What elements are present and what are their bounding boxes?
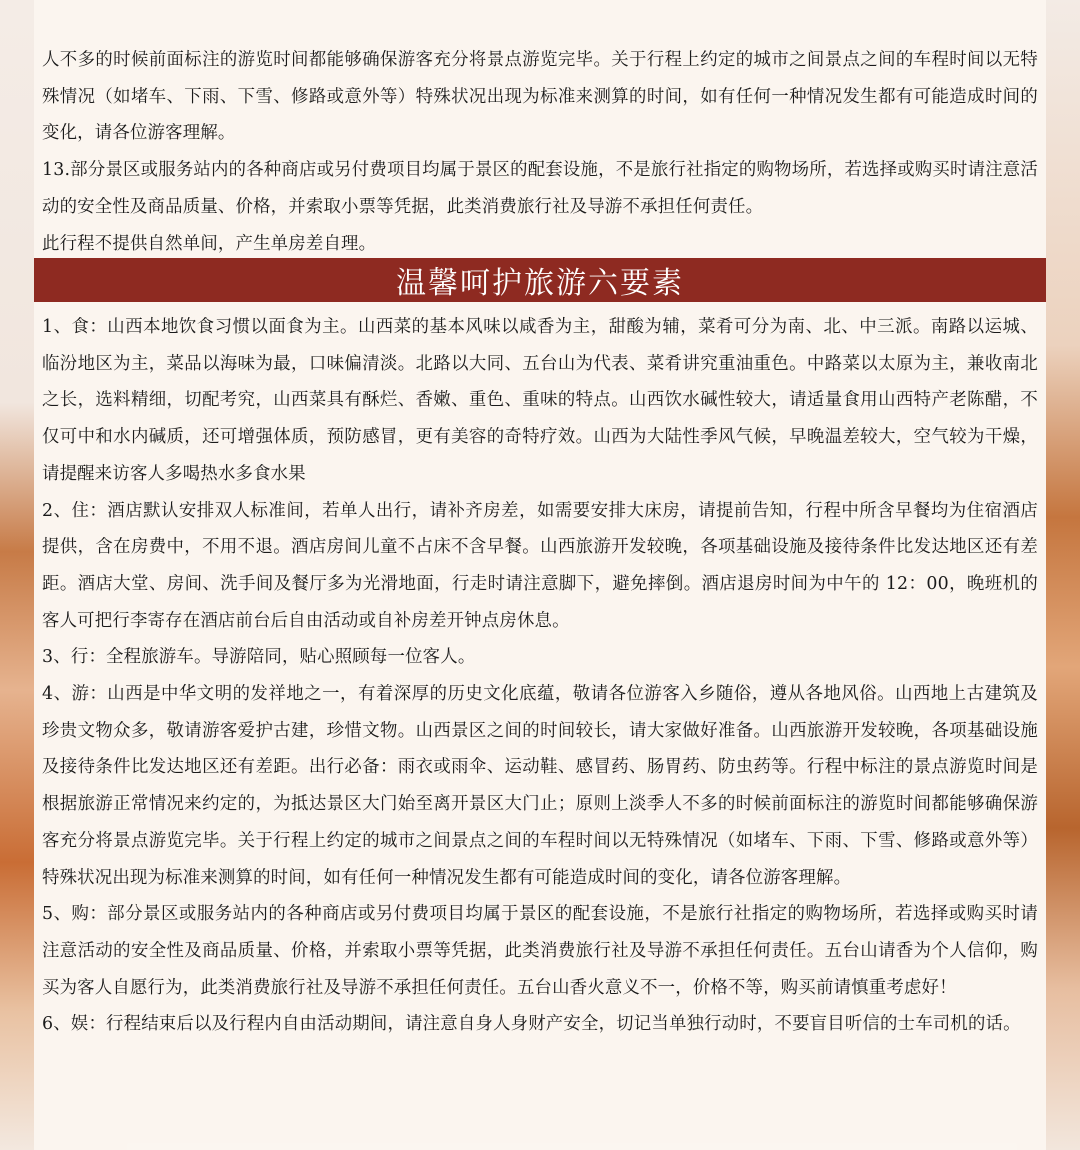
element-food: 1、食：山西本地饮食习惯以面食为主。山西菜的基本风味以咸香为主，甜酸为辅，菜肴可分为南、北、中三派。南路以运城、临汾地区为主，菜品以海味为最，口味偏清淡。北路以大同、五台山为代表、菜肴讲究重油重色。中路菜以太原为主，兼收南北之长，选料精细，切配考究，山西菜具有酥烂、香嫩、重色、重味的特点。山西饮水碱性较大，请适量食用山西特产老陈醋，不仅可中和水内碱质，还可增强体质，预防感冒，更有美容的奇特疗效。山西为大陆性季风气候，早晚温差较大，空气较为干燥，请提醒来访客人多喝热水多食水果 (42, 317, 1038, 484)
section-title: 温馨呵护旅游六要素 (396, 266, 684, 301)
right-decorative-background (1046, 0, 1080, 1150)
element-entertainment: 6、娱：行程结束后以及行程内自由活动期间，请注意自身人身财产安全，切记当单独行动时，不要盲目听信的士车司机的话。 (42, 1014, 1021, 1035)
left-decorative-background (0, 0, 34, 1150)
element-transport: 3、行：全程旅游车。导游陪同，贴心照顾每一位客人。 (42, 647, 476, 668)
six-elements-section (34, 309, 1046, 1043)
section-title-banner (34, 258, 1046, 302)
single-room-note: 此行程不提供自然单间，产生单房差自理。 (42, 233, 377, 254)
itinerary-notes-section (34, 42, 1046, 262)
element-sightseeing: 4、游：山西是中华文明的发祥地之一，有着深厚的历史文化底蕴，敬请各位游客入乡随俗，遵从各地风俗。山西地上古建筑及珍贵文物众多，敬请游客爱护古建，珍惜文物。山西景区之间的时间较长，请大家做好准备。山西旅游开发较晚，各项基础设施及接待条件比发达地区还有差距。出行必备：雨衣或雨伞、运动鞋、感冒药、肠胃药、防虫药等。行程中标注的景点游览时间是根据旅游正常情况来约定的，为抵达景区大门始至离开景区大门止；原则上淡季人不多的时候前面标注的游览时间都能够确保游客充分将景点游览完毕。关于行程上约定的城市之间景点之间的车程时间以无特殊情况（如堵车、下雨、下雪、修路或意外等）特殊状况出现为标准来测算的时间，如有任何一种情况发生都有可能造成时间的变化，请各位游客理解。 (42, 684, 1038, 888)
itinerary-note-paragraph: 人不多的时候前面标注的游览时间都能够确保游客充分将景点游览完毕。关于行程上约定的城市之间景点之间的车程时间以无特殊情况（如堵车、下雨、下雪、修路或意外等）特殊状况出现为标准来测算的时间，如有任何一种情况发生都有可能造成时间的变化，请各位游客理解。 (42, 50, 1038, 144)
element-accommodation: 2、住：酒店默认安排双人标准间，若单人出行，请补齐房差，如需要安排大床房，请提前告知，行程中所含早餐均为住宿酒店提供，含在房费中，不用不退。酒店房间儿童不占床不含早餐。山西旅游开发较晚，各项基础设施及接待条件比发达地区还有差距。酒店大堂、房间、洗手间及餐厅多为光滑地面，行走时请注意脚下，避免摔倒。酒店退房时间为中午的 12：00，晚班机的客人可把行李寄存在酒店前台后自由活动或自补房差开钟点房休息。 (42, 500, 1038, 631)
element-shopping: 5、购：部分景区或服务站内的各种商店或另付费项目均属于景区的配套设施，不是旅行社指定的购物场所，若选择或购买时请注意活动的安全性及商品质量、价格，并索取小票等凭据，此类消费旅行社及导游不承担任何责任。五台山请香为个人信仰，购买为客人自愿行为，此类消费旅行社及导游不承担任何责任。五台山香火意义不一，价格不等，购买前请慎重考虑好！ (42, 904, 1038, 998)
content-panel (34, 0, 1046, 1150)
itinerary-note-13: 13.部分景区或服务站内的各种商店或另付费项目均属于景区的配套设施，不是旅行社指定的购物场所，若选择或购买时请注意活动的安全性及商品质量、价格，并索取小票等凭据，此类消费旅行社及导游不承担任何责任。 (42, 160, 1038, 217)
